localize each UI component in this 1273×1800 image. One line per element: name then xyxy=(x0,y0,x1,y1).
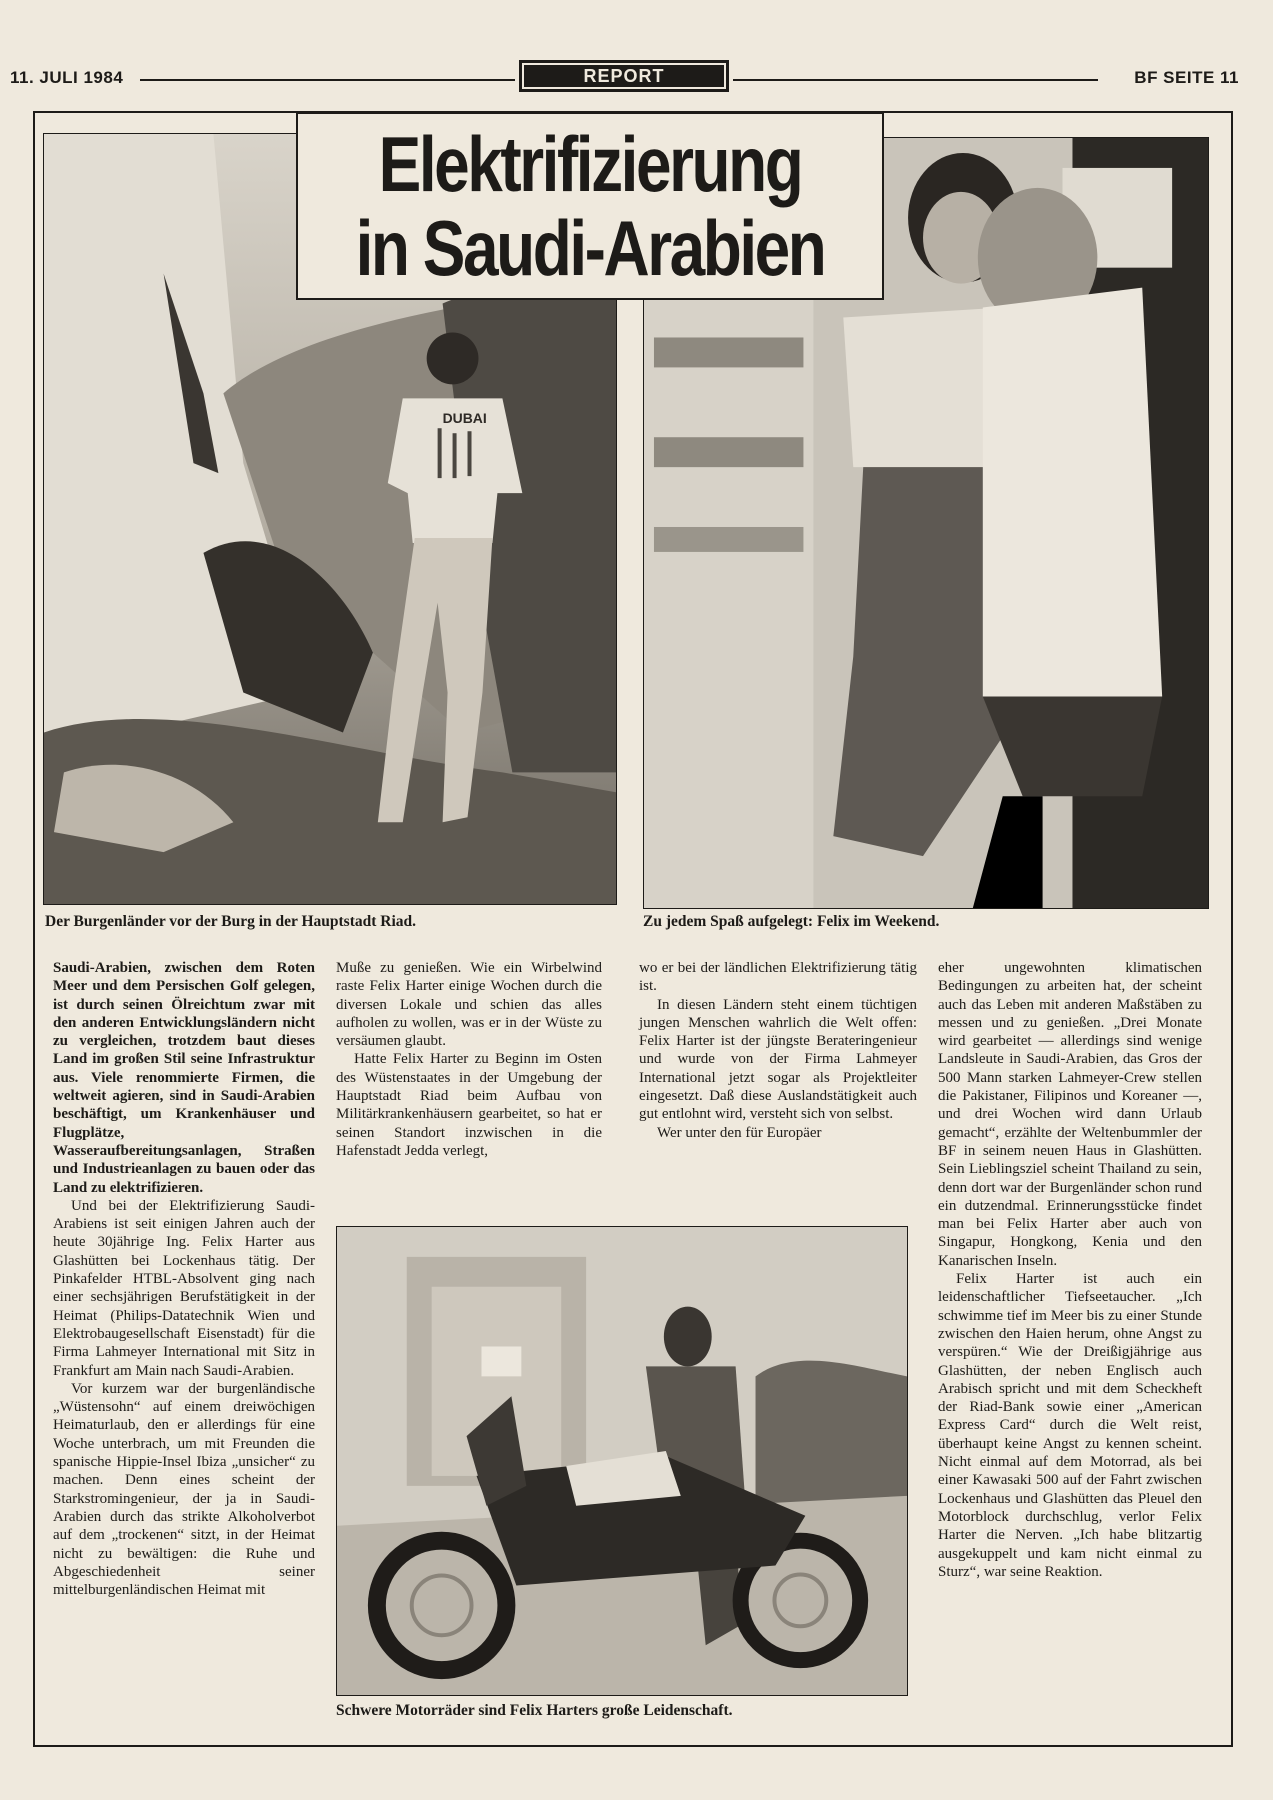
shirt-print: DUBAI xyxy=(442,410,487,427)
headline xyxy=(296,112,884,300)
headline-line2: in Saudi-Arabien xyxy=(355,204,825,292)
article-paragraph: Und bei der Elektrifizierung Saudi-Arabiens ist seit einigen Jahren auch der heute 30jährige Ing. Felix Harter aus Glashütten bei Lockenhaus tätig. Der Pinkafelder HTBL-Absolvent ging nach einer sechsjährigen Berufstätigkeit in der Heimat (Philips-Datatechnik Wien und Elektrobaugesellschaft Eisenstadt) für die Firma Lahmeyer International mit Sitz in Frankfurt am Main nach Saudi-Arabien. xyxy=(53,1197,315,1379)
section-label: REPORT xyxy=(519,60,729,92)
caption-photo3: Schwere Motorräder sind Felix Harters große Leidenschaft. xyxy=(336,1702,733,1719)
article-paragraph: Wer unter den für Europäer xyxy=(657,1124,822,1141)
header-rule-left xyxy=(140,79,515,81)
article-lead: Saudi-Arabien, zwischen dem Roten Meer und dem Persischen Golf gelegen, ist durch seinen Ölreichtum zwar mit den anderen Entwicklungsländern nicht zu vergleichen, trotzdem baut dieses Land im großen Stil seine Infrastruktur aus. Viele renommierte Firmen, die weltweit agieren, sind in Saudi-Arabien beschäftigt, um Krankenhäuser und Flugplätze, Wasseraufbereitungsanlagen, Straßen und Industrieanlagen zu bauen oder das Land zu elektrifizieren. xyxy=(53,960,315,1196)
article-column-3 xyxy=(639,959,917,1142)
article-column-4 xyxy=(938,959,1202,1581)
page-number: BF SEITE 11 xyxy=(1134,68,1239,87)
issue-date: 11. JULI 1984 xyxy=(10,68,124,87)
caption-photo1: Der Burgenländer vor der Burg in der Hauptstadt Riad. xyxy=(45,913,417,930)
article-column-2 xyxy=(336,959,602,1160)
article-paragraph: wo er bei der ländlichen Elektrifizierung tätig ist. xyxy=(639,960,917,995)
article-paragraph: In diesen Ländern steht einem tüchtigen jungen Menschen wahrlich die Welt offen: Felix Harter ist der jüngste Berateringenieur und wurde von der Firma Lahmeyer International jetzt sogar als Projektleiter eingesetzt. Daß diese Auslandstätigkeit auch gut entlohnt wird, versteht sich von selbst. xyxy=(639,996,917,1123)
article-paragraph: Vor kurzem war der burgenländische „Wüstensohn“ auf einem dreiwöchigen Heimaturlaub, den er allerdings für eine Woche unterbrach, um mit Freunden die spanische Hippie-Insel Ibiza „unsicher“ zu machen. Denn eines scheint der Starkstromingenieur, der ja in Saudi-Arabien durch das strikte Alkoholverbot auf dem „trockenen“ sitzt, in der Heimat nicht zu bewältigen: die Ruhe und Abgeschiedenheit seiner mittelburgenländischen Heimat mit xyxy=(53,1380,315,1599)
article-paragraph: eher ungewohnten klimatischen Bedingungen zu arbeiten hat, der scheint auch das Leben mit anderen Maßstäben zu messen und zu genießen. „Drei Monate wird gearbeitet — allerdings sind wenige Landsleute in Saudi-Arabien, das Gros der 500 Mann starken Lahmeyer-Crew stellen die Pakistaner, Filipinos und Koreaner —, und drei Wochen wird dann Urlaub gemacht“, erzählte der Weltenbummler der BF in seinem neuen Haus in Glashütten. Sein Lieblingsziel scheint Thailand zu sein, denn dort war der Burgenländer schon rund ein dutzendmal. Erinnerungsstücke findet man bei Felix Harter aber auch von Singapur, Hongkong, Kenia und den Kanarischen Inseln. xyxy=(938,960,1202,1269)
header-rule-right xyxy=(733,79,1098,81)
caption-photo2: Zu jedem Spaß aufgelegt: Felix im Weekend. xyxy=(643,913,940,930)
headline-line1: Elektrifizierung xyxy=(378,120,802,208)
article-paragraph: Muße zu genießen. Wie ein Wirbelwind raste Felix Harter einige Wochen durch die diversen Lokale und schien das alles aufholen zu wollen, was er in der Wüste zu versäumen glaubt. xyxy=(336,960,602,1050)
article-paragraph: Hatte Felix Harter zu Beginn im Osten des Wüstenstaates in der Umgebung der Hauptstadt Riad beim Aufbau von Militärkrankenhäusern gearbeitet, so hat er seinen Standort inzwischen in die Hafenstadt Jedda verlegt, xyxy=(336,1051,602,1159)
article-column-1 xyxy=(53,959,315,1599)
article-paragraph: Felix Harter ist auch ein leidenschaftlicher Tiefseetaucher. „Ich schwimme tief im Meer bis zu einer Stunde zwischen den Haien herum, ohne Angst zu verspüren.“ Wie der Dreißigjährige aus Glashütten, der neben Englisch auch Arabisch spricht und mit dem Scheckheft der Riad-Bank sowie einer „American Express Card“ durch die Welt reist, überhaupt keine Angst zu kennen scheint. Nicht einmal auf dem Motorrad, als bei einer Kawasaki 500 auf der Fahrt zwischen Lockenhaus und Glashütten das Pleuel den Motorblock durchschlug, verlor Felix Harter die Nerven. „Ich habe blitzartig ausgekuppelt und kam nicht einmal zu Sturz“, war seine Reaktion. xyxy=(938,1271,1202,1580)
photo-motorcycle xyxy=(336,1226,908,1696)
